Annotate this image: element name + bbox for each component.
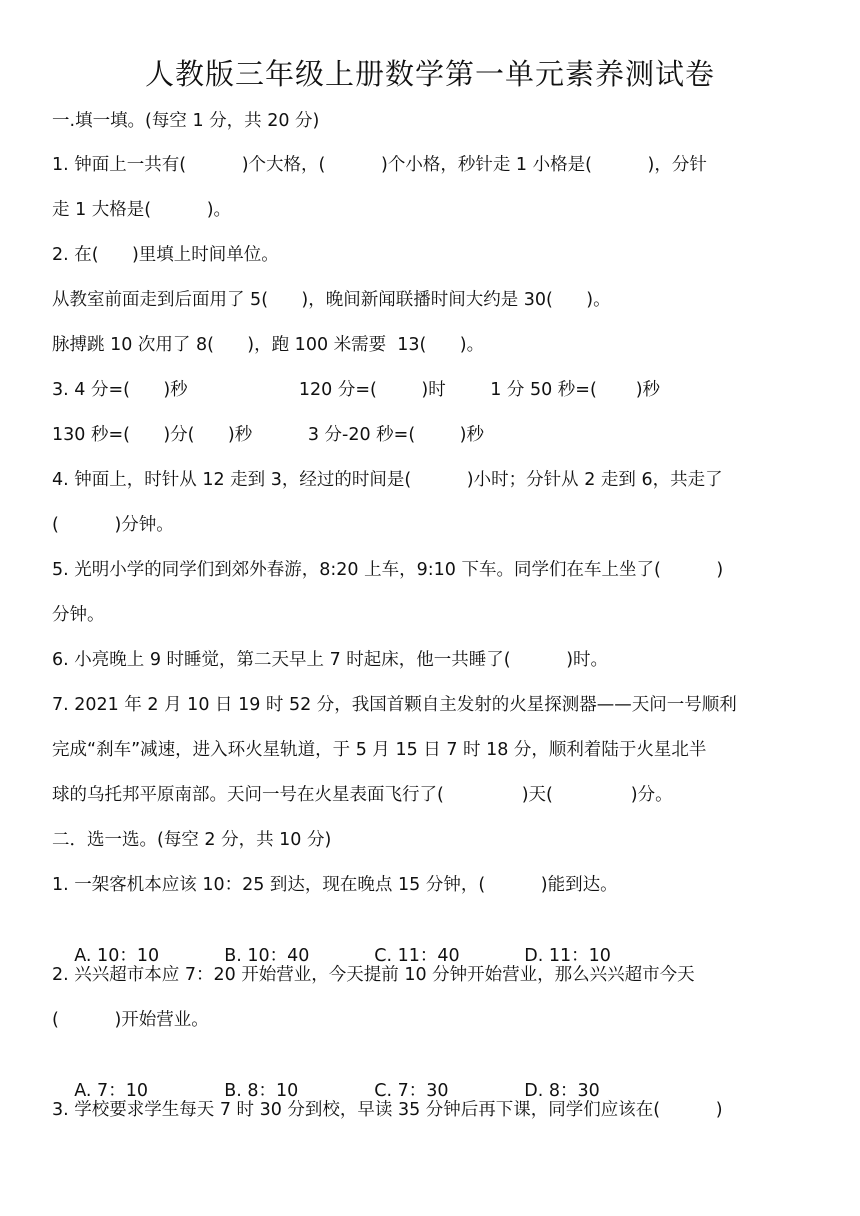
question-2-line-1: 从教室前面走到后面用了 5( )，晚间新闻联播时间大约是 30( )。 [52, 290, 611, 310]
question-3-line-2: 130 秒=( )分( )秒 3 分-20 秒=( )秒 [52, 425, 484, 445]
question-5-line-2: 分钟。 [52, 605, 105, 625]
page-title: 人教版三年级上册数学第一单元素养测试卷 [144, 57, 715, 91]
option-a: A. 10：10 [74, 946, 160, 966]
option-d: D. 8：30 [524, 1081, 600, 1101]
option-d: D. 11：10 [524, 946, 611, 966]
question-3-line-1: 3. 4 分=( )秒 120 分=( )时 1 分 50 秒=( )秒 [52, 380, 661, 400]
option-c: C. 11：40 [374, 946, 460, 966]
question-2-heading: 2. 在( )里填上时间单位。 [52, 245, 279, 265]
choice-question-2-line-1: 2. 兴兴超市本应 7：20 开始营业，今天提前 10 分钟开始营业，那么兴兴超市今天 [52, 965, 695, 985]
choice-question-1: 1. 一架客机本应该 10：25 到达，现在晚点 15 分钟，( )能到达。 [52, 875, 618, 895]
option-b: B. 8：10 [224, 1081, 299, 1101]
section2-heading: 二．选一选。(每空 2 分，共 10 分) [52, 830, 332, 850]
option-c: C. 7：30 [374, 1081, 449, 1101]
question-1-line-1: 1. 钟面上一共有( )个大格，( )个小格，秒针走 1 小格是( )，分针 [52, 155, 707, 175]
question-4-line-1: 4. 钟面上，时针从 12 走到 3，经过的时间是( )小时；分针从 2 走到 6，共走了 [52, 470, 723, 490]
question-6: 6. 小亮晚上 9 时睡觉，第二天早上 7 时起床，他一共睡了( )时。 [52, 650, 609, 670]
question-7-line-1: 7. 2021 年 2 月 10 日 19 时 52 分，我国首颗自主发射的火星探测器——天问一号顺利 [52, 695, 737, 715]
question-4-line-2: ( )分钟。 [52, 515, 174, 535]
option-b: B. 10：40 [224, 946, 310, 966]
option-a: A. 7：10 [74, 1081, 148, 1101]
question-2-line-2: 脉搏跳 10 次用了 8( )，跑 100 米需要 13( )。 [52, 335, 485, 355]
question-7-line-2: 完成“刹车”减速，进入环火星轨道，于 5 月 15 日 7 时 18 分，顺利着陆于火星北半 [52, 740, 707, 760]
question-1-line-2: 走 1 大格是( )。 [52, 200, 232, 220]
choice-question-2-line-2: ( )开始营业。 [52, 1010, 209, 1030]
section1-heading: 一.填一填。(每空 1 分，共 20 分) [52, 111, 320, 131]
choice-question-3-line-1: 3. 学校要求学生每天 7 时 30 分到校，早读 35 分钟后再下课，同学们应该在( ) [52, 1100, 723, 1120]
question-5-line-1: 5. 光明小学的同学们到郊外春游，8:20 上车，9:10 下车。同学们在车上坐了( ) [52, 560, 724, 580]
question-7-line-3: 球的乌托邦平原南部。天问一号在火星表面飞行了( )天( )分。 [52, 785, 673, 805]
